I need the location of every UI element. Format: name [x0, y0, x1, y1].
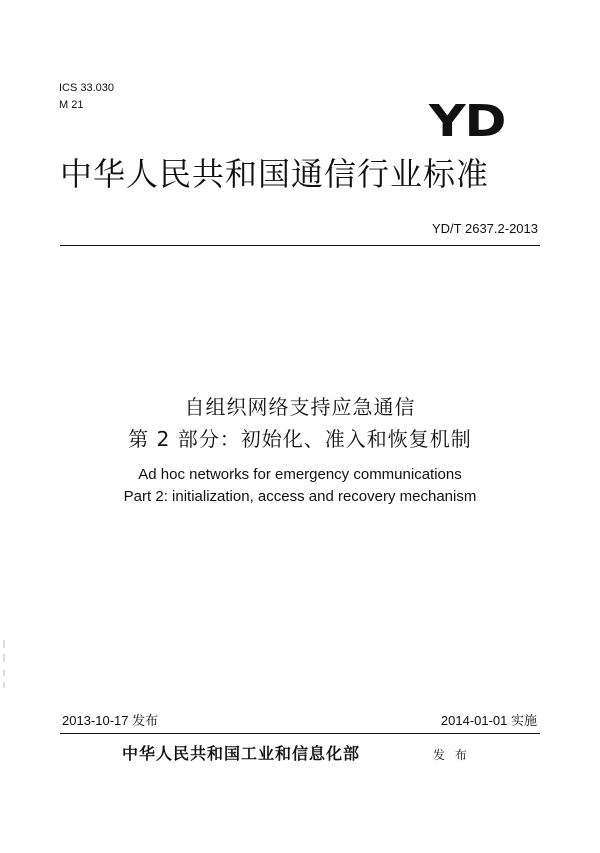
yd-logo: YD — [428, 96, 505, 147]
standard-category-title: 中华人民共和国通信行业标准 — [60, 155, 490, 193]
standard-number: YD/T 2637.2-2013 — [432, 221, 538, 236]
ics-code: ICS 33.030 — [59, 82, 115, 94]
document-title-cn-line-2: 第 2 部分：初始化、准入和恢复机制 — [128, 427, 472, 451]
document-title-en-line-1: Ad hoc networks for emergency communications — [138, 466, 462, 483]
document-title-cn-line-1: 自组织网络支持应急通信 — [184, 395, 416, 419]
ccs-code: M 21 — [59, 99, 84, 111]
document-title-en-line-2: Part 2: initialization, access and recovery mechanism — [123, 488, 477, 505]
footer-divider — [60, 733, 540, 734]
header-divider — [60, 245, 540, 246]
issuing-authority: 中华人民共和国工业和信息化部 — [122, 744, 361, 763]
issue-date: 2013-10-17 发布 — [62, 713, 159, 728]
issuer-action-label: 发 布 — [433, 748, 470, 762]
implementation-date: 2014-01-01 实施 — [440, 713, 537, 728]
scan-artifact-mark — [3, 640, 5, 690]
